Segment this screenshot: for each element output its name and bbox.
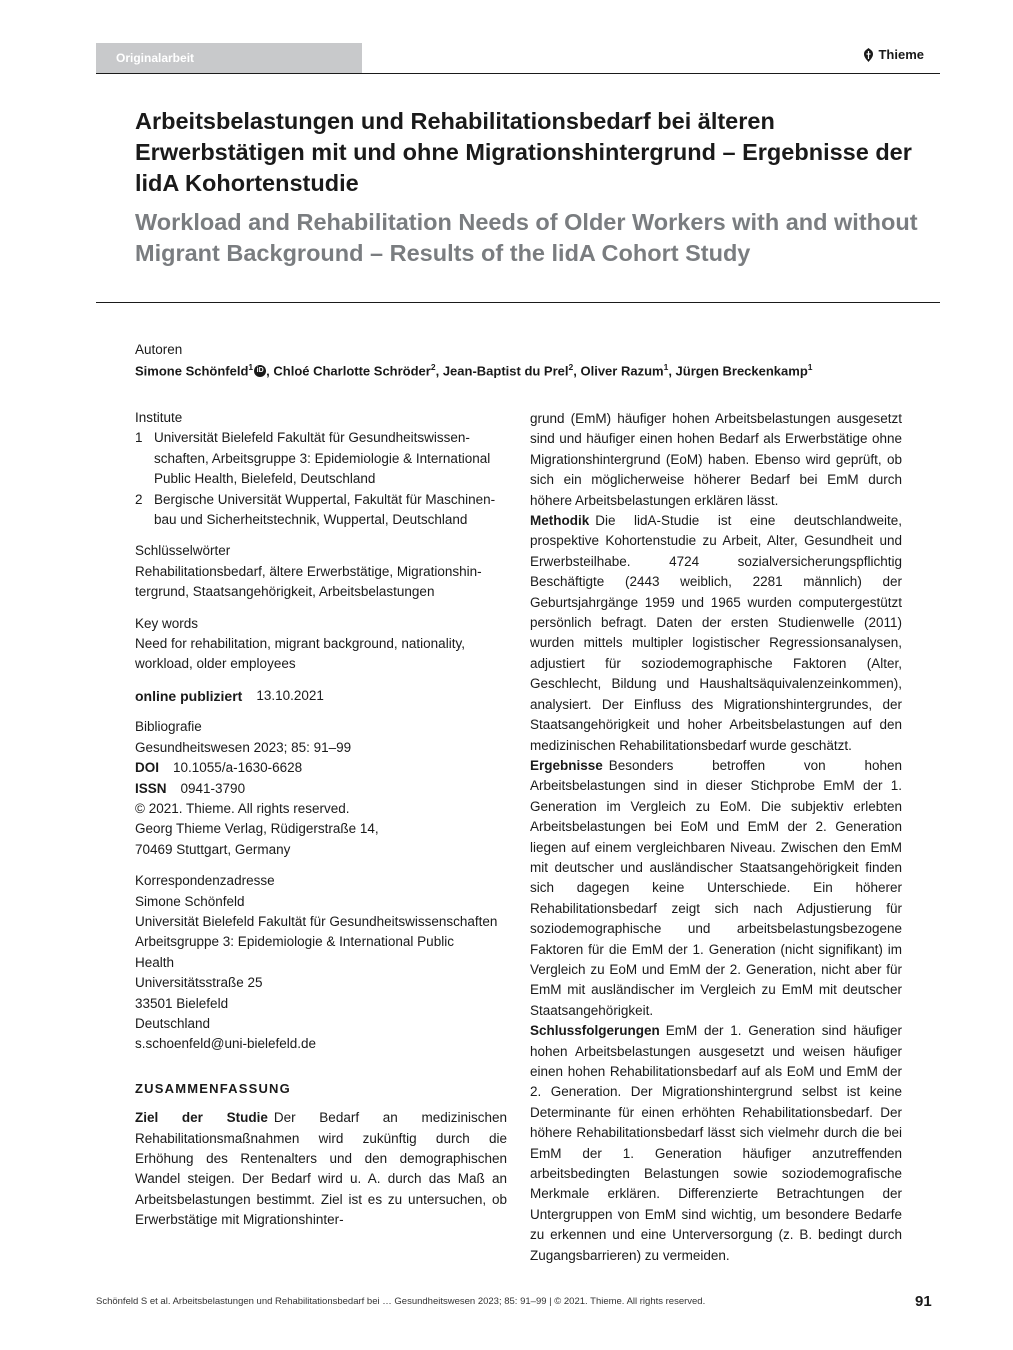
- institute-label: Institute: [135, 410, 183, 425]
- author-separator: ,: [573, 363, 581, 379]
- institute-number: 1: [135, 430, 143, 446]
- title-rule: [96, 302, 940, 303]
- methodik-label: Methodik: [530, 513, 590, 529]
- author-affiliation: 2: [568, 362, 574, 372]
- zusammenfassung-heading: ZUSAMMENFASSUNG: [135, 1080, 291, 1096]
- schluss-text: EmM der 1. Generation sind häufiger hohen Arbeitsbelastungen ausgesetzt und weisen häufiger einen hohen Rehabilitationsbedarf auf als EoM und EmM der 2. Generation. Der Migrationshintergrund selbst ist keine Determinante für einen erhöhten Rehabilitationsbedarf. Der höhere Rehabilitationsbedarf lässt sich vielmehr durch die bei EmM der 1. Generation häufiger anzutreffenden arbeitsbedingten Belastungen sowie soziodemografische Merkmale erklären. Differenzierte Betrachtungen der Untergruppen von EmM sind wichtig, um besondere Bedarfe zu erkennen und eine Unterversorgung (z. B. bedingt durch Zugangsbarrieren) zu vermeiden.: [530, 1023, 902, 1263]
- institute-line: schaften, Arbeitsgruppe 3: Epidemiologie & International: [154, 450, 491, 466]
- korrespondenz-line: 33501 Bielefeld: [135, 995, 229, 1011]
- ergebnisse-text: Besonders betroffen von hohen Arbeitsbelastungen sind in dieser Stichprobe EmM der 1. Generation im Vergleich zu EoM. Die subjektiv erlebten Arbeitsbelastungen bei EoM und EmM der 2. Generation liegen auf einem vergleichbaren Niveau. Zwischen den EmM mit deutscher und ausländischer Staatsangehörigkeit finden sich dagegen keine Unterschiede. Ein höherer Rehabilitationsbedarf zeigt sich nach Adjustierung für soziodemographische und arbeitsbelastungsbezogene Faktoren für die EmM der 1. Generation (nicht signifikant) im Vergleich zu EoM und EmM der 2. Generation, nicht aber für EmM mit ausländischer im Vergleich zu EmM mit deutscher Staatsangehörigkeit.: [530, 757, 902, 1018]
- schluesselwoerter-line: tergrund, Staatsangehörigkeit, Arbeitsbelastungen: [135, 584, 435, 600]
- ergebnisse-label: Ergebnisse: [530, 757, 603, 773]
- korrespondenz-line: Universitätsstraße 25: [135, 975, 263, 991]
- institute-item: [135, 490, 507, 531]
- publisher-logo: [863, 47, 924, 62]
- author-separator: ,: [668, 363, 676, 379]
- institute-number: 2: [135, 491, 143, 507]
- korrespondenz-line: Health: [135, 954, 175, 970]
- journal-citation: Gesundheitswesen 2023; 85: 91–99: [135, 739, 352, 755]
- online-published-date: 13.10.2021: [256, 687, 324, 703]
- title-german: Arbeitsbelastungen und Rehabilitationsbedarf bei älteren Erwerbstätigen mit und ohne Migrationshintergrund – Ergebnisse der lidA Kohortenstudie: [135, 108, 912, 196]
- title-english: Workload and Rehabilitation Needs of Older Workers with and without Migrant Background – Results of the lidA Cohort Study: [135, 209, 918, 266]
- korrespondenz-line: Universität Bielefeld Fakultät für Gesundheitswissenschaften: [135, 913, 498, 929]
- author-affiliation: 1: [807, 362, 813, 372]
- publisher-address-line: 70469 Stuttgart, Germany: [135, 841, 291, 857]
- author-name: Oliver Razum: [580, 363, 664, 379]
- keywords-label: Key words: [135, 615, 199, 631]
- author-name: Jean-Baptist du Prel: [442, 363, 569, 379]
- page-number: 91: [915, 1293, 932, 1310]
- author-separator: ,: [435, 363, 443, 379]
- ziel-continued: grund (EmM) häufiger hohen Arbeitsbelastungen ausgesetzt sind und häufiger einen hohen Bedarf als Erwerbstätige ohne Migrationshintergrund (EoM) haben. Ebenso wird geprüft, ob sich ein möglicherweise höherer Bedarf bei EmM durch höhere Arbeitsbelastungen erklären lässt.: [530, 411, 902, 508]
- publisher-address-line: Georg Thieme Verlag, Rüdigerstraße 14,: [135, 821, 379, 837]
- schluesselwoerter-section: [135, 541, 507, 602]
- footer-citation: Schönfeld S et al. Arbeitsbelastungen und Rehabilitationsbedarf bei … Gesundheitswesen 2023; 85: 91–99 | © 2021. Thieme. All rights reserved.: [96, 1296, 706, 1307]
- bibliografie-label: Bibliografie: [135, 719, 202, 735]
- keywords-line: workload, older employees: [135, 656, 296, 672]
- header-rule: [96, 73, 940, 74]
- ziel-text: Der Bedarf an medizinischen Rehabilitationsmaßnahmen wird zukünftig durch die Erhöhung des Rentenalters und den demographischen Wandel steigen. Der Bedarf wird u. A. durch das Maß an Arbeitsbelastungen bestimmt. Ziel ist es zu untersuchen, ob Erwerbstätige mit Migrationshinter-: [135, 1110, 507, 1228]
- keywords-line: Need for rehabilitation, migrant background, nationality,: [135, 636, 465, 652]
- rights-notice: © 2021. Thieme. All rights reserved.: [135, 800, 350, 816]
- author-separator: ,: [266, 363, 274, 379]
- author-affiliation: 1: [248, 362, 254, 372]
- institute-line: bau und Sicherheitstechnik, Wuppertal, Deutschland: [154, 512, 468, 528]
- author-name: Chloé Charlotte Schröder: [273, 363, 431, 379]
- doi-row: [135, 758, 507, 778]
- author-affiliation: 2: [430, 362, 436, 372]
- thieme-logo-icon: [863, 48, 874, 62]
- institute-item: [135, 428, 507, 489]
- email-link[interactable]: s.schoenfeld@uni-bielefeld.de: [135, 1036, 317, 1052]
- methodik-paragraph: [530, 511, 902, 756]
- publisher-name: Thieme: [878, 47, 924, 62]
- institute-line: Public Health, Bielefeld, Deutschland: [154, 471, 376, 487]
- issn-row: [135, 779, 507, 799]
- institute-line: Bergische Universität Wuppertal, Fakultät für Maschinen-: [154, 491, 496, 507]
- institute-section: [135, 408, 507, 530]
- korrespondenz-line: Arbeitsgruppe 3: Epidemiologie & International Public: [135, 934, 454, 950]
- issn-label: ISSN: [135, 780, 167, 796]
- abstract-left: [135, 1108, 507, 1230]
- left-column: [135, 408, 507, 1231]
- schluss-label: Schlussfolgerungen: [530, 1023, 660, 1039]
- korrespondenz-label: Korrespondenzadresse: [135, 873, 275, 889]
- authors-list: [135, 358, 925, 380]
- author-name: Simone Schönfeld: [135, 363, 249, 379]
- author-name: Jürgen Breckenkamp: [675, 363, 808, 379]
- doi-value[interactable]: 10.1055/a-1630-6628: [173, 760, 303, 776]
- author-affiliation: 1: [663, 362, 669, 372]
- orcid-icon[interactable]: iD: [254, 365, 266, 377]
- methodik-text: Die lidA-Studie ist eine deutschlandweite, prospektive Kohortenstudie zu Arbeit, Alter, Gesundheit und Erwerbsteilhabe. 4724 sozialversicherungspflichtig Beschäftigte (2443 weiblich, 2281 männlich) der Geburtsjahrgänge 1959 und 1965 wurden computergestützt persönlich befragt. Daten der ersten Studienwelle (2011) wurden mittels multipler logistischer Regressionsanalysen, adjustiert für soziodemographische Faktoren (Alter, Geschlecht, Bildung und Haushaltsäquivalenzeinkommen), analysiert. Der Einfluss des Migrationshintergrundes, der Staatsangehörigkeit und hoher Arbeitsbelastungen auf den medizinischen Rehabilitationsbedarf wurde geschätzt.: [530, 513, 902, 753]
- category-label: Originalarbeit: [116, 51, 195, 65]
- issn-value: 0941-3790: [180, 780, 246, 796]
- korrespondenz-line: Deutschland: [135, 1015, 211, 1031]
- korrespondenz-line: Simone Schönfeld: [135, 893, 245, 909]
- bibliografie-section: [135, 717, 507, 860]
- schluesselwoerter-label: Schlüsselwörter: [135, 543, 231, 559]
- korrespondenz-section: [135, 871, 507, 1055]
- online-published: [135, 686, 507, 706]
- schluesselwoerter-line: Rehabilitationsbedarf, ältere Erwerbstätige, Migrationshin-: [135, 563, 482, 579]
- schluss-paragraph: [530, 1021, 902, 1266]
- keywords-section: [135, 614, 507, 675]
- right-column: [530, 409, 902, 1266]
- authors-label: Autoren: [135, 342, 183, 357]
- online-published-label: online publiziert: [135, 687, 243, 704]
- ziel-paragraph: [135, 1108, 507, 1230]
- ziel-label: Ziel der Studie: [135, 1110, 268, 1126]
- ergebnisse-paragraph: [530, 756, 902, 1021]
- institute-line: Universität Bielefeld Fakultät für Gesundheitswissen-: [154, 430, 470, 446]
- doi-label: DOI: [135, 760, 160, 776]
